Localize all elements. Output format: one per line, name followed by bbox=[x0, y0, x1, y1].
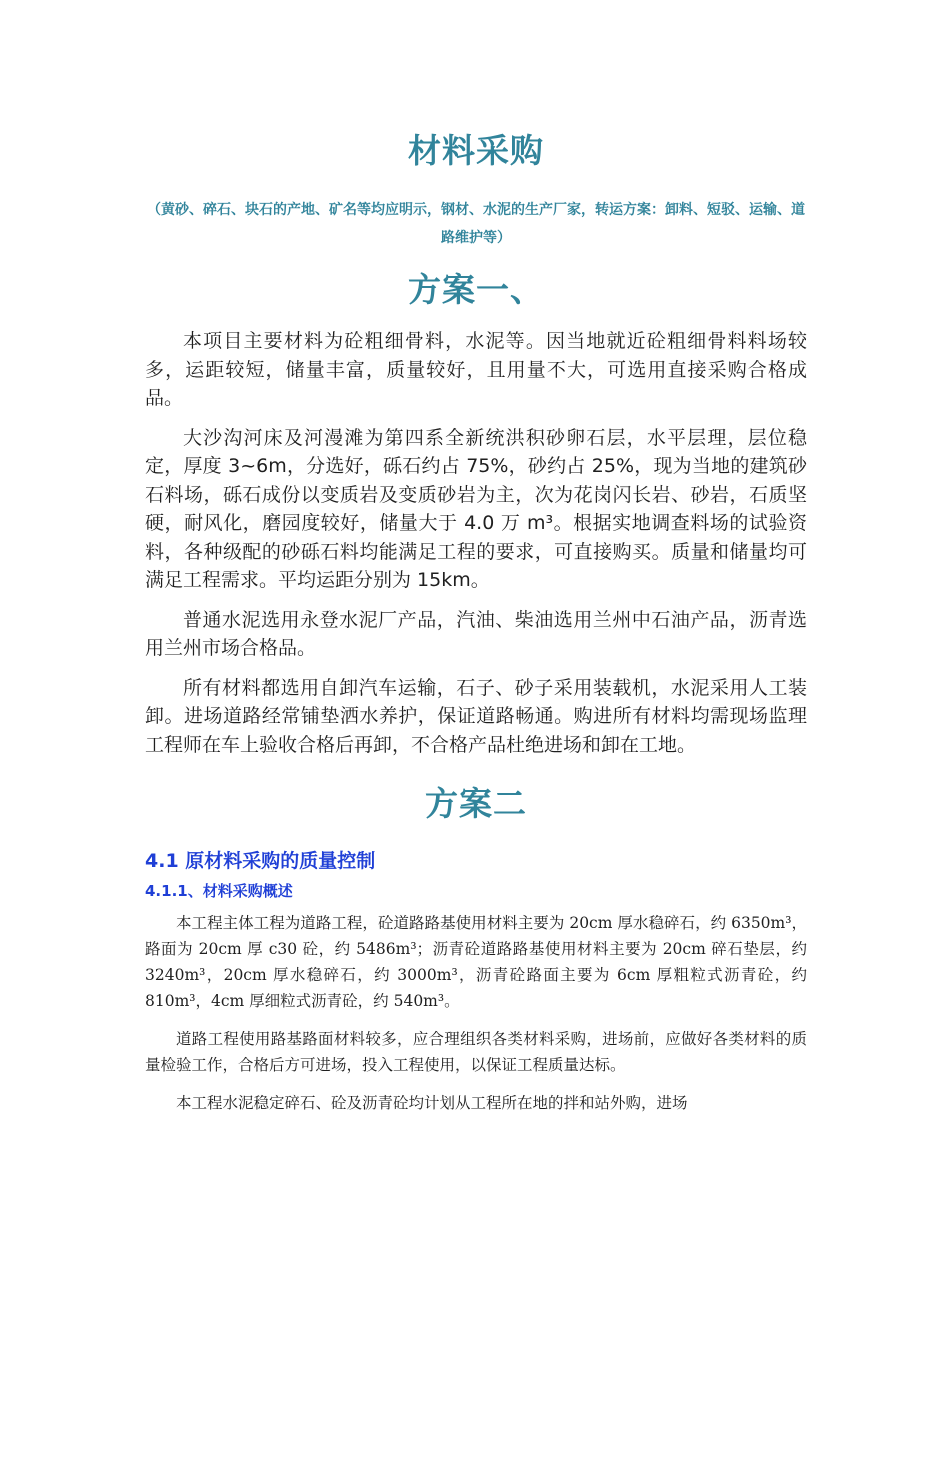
document-subtitle: （黄砂、碎石、块石的产地、矿名等均应明示，钢材、水泥的生产厂家，转运方案：卸料、短驳、运输、道路维护等） bbox=[147, 202, 805, 246]
scheme-one-heading: 方案一、 bbox=[408, 270, 544, 309]
scheme-two-paragraph: 本工程主体工程为道路工程，砼道路路基使用材料主要为 20cm 厚水稳碎石，约 6350m³，路面为 20cm 厚 c30 砼，约 5486m³；沥青砼道路路基使用材料主要为 20cm 碎石垫层，约 3240m³，20cm 厚水稳碎石，约 3000m³，沥青砼路面主要为 6cm 厚粗粒式沥青砼，约 810m³，4cm 厚细粒式沥青砼，约 540m³。 bbox=[145, 914, 807, 1010]
scheme-one-paragraph: 本项目主要材料为砼粗细骨料，水泥等。因当地就近砼粗细骨料料场较多，运距较短，储量丰富，质量较好，且用量不大，可选用直接采购合格成品。 bbox=[145, 330, 807, 409]
scheme-one-paragraph: 所有材料都选用自卸汽车运输，石子、砂子采用装载机，水泥采用人工装卸。进场道路经常铺垫洒水养护，保证道路畅通。购进所有材料均需现场监理工程师在车上验收合格后再卸，不合格产品杜绝进场和卸在工地。 bbox=[145, 676, 807, 756]
section-heading: 4.1 原材料采购的质量控制 bbox=[145, 850, 376, 872]
scheme-two-paragraph: 道路工程使用路基路面材料较多，应合理组织各类材料采购，进场前，应做好各类材料的质量检验工作，合格后方可进场，投入工程使用，以保证工程质量达标。 bbox=[145, 1030, 807, 1074]
document-page bbox=[0, 128, 950, 1472]
scheme-two-heading: 方案二 bbox=[425, 784, 527, 823]
scheme-two-paragraph: 本工程水泥稳定碎石、砼及沥青砼均计划从工程所在地的拌和站外购，进场 bbox=[176, 1094, 688, 1112]
subsection-heading: 4.1.1、材料采购概述 bbox=[145, 882, 293, 900]
scheme-one-paragraph: 大沙沟河床及河漫滩为第四系全新统洪积砂卵石层，水平层理，层位稳定，厚度 3~6m，分选好，砾石约占 75%，砂约占 25%，现为当地的建筑砂石料场，砾石成份以变质岩及变质砂岩为主，次为花岗闪长岩、砂岩，石质坚硬，耐风化，磨园度较好，储量大于 4.0 万 m³。根据实地调查料场的试验资料，各种级配的砂砾石料均能满足工程的要求，可直接购买。质量和储量均可满足工程需求。平均运距分别为 15km。 bbox=[145, 426, 807, 591]
document-title: 材料采购 bbox=[408, 131, 544, 170]
scheme-one-paragraph: 普通水泥选用永登水泥厂产品，汽油、柴油选用兰州中石油产品，沥青选用兰州市场合格品。 bbox=[145, 608, 807, 659]
